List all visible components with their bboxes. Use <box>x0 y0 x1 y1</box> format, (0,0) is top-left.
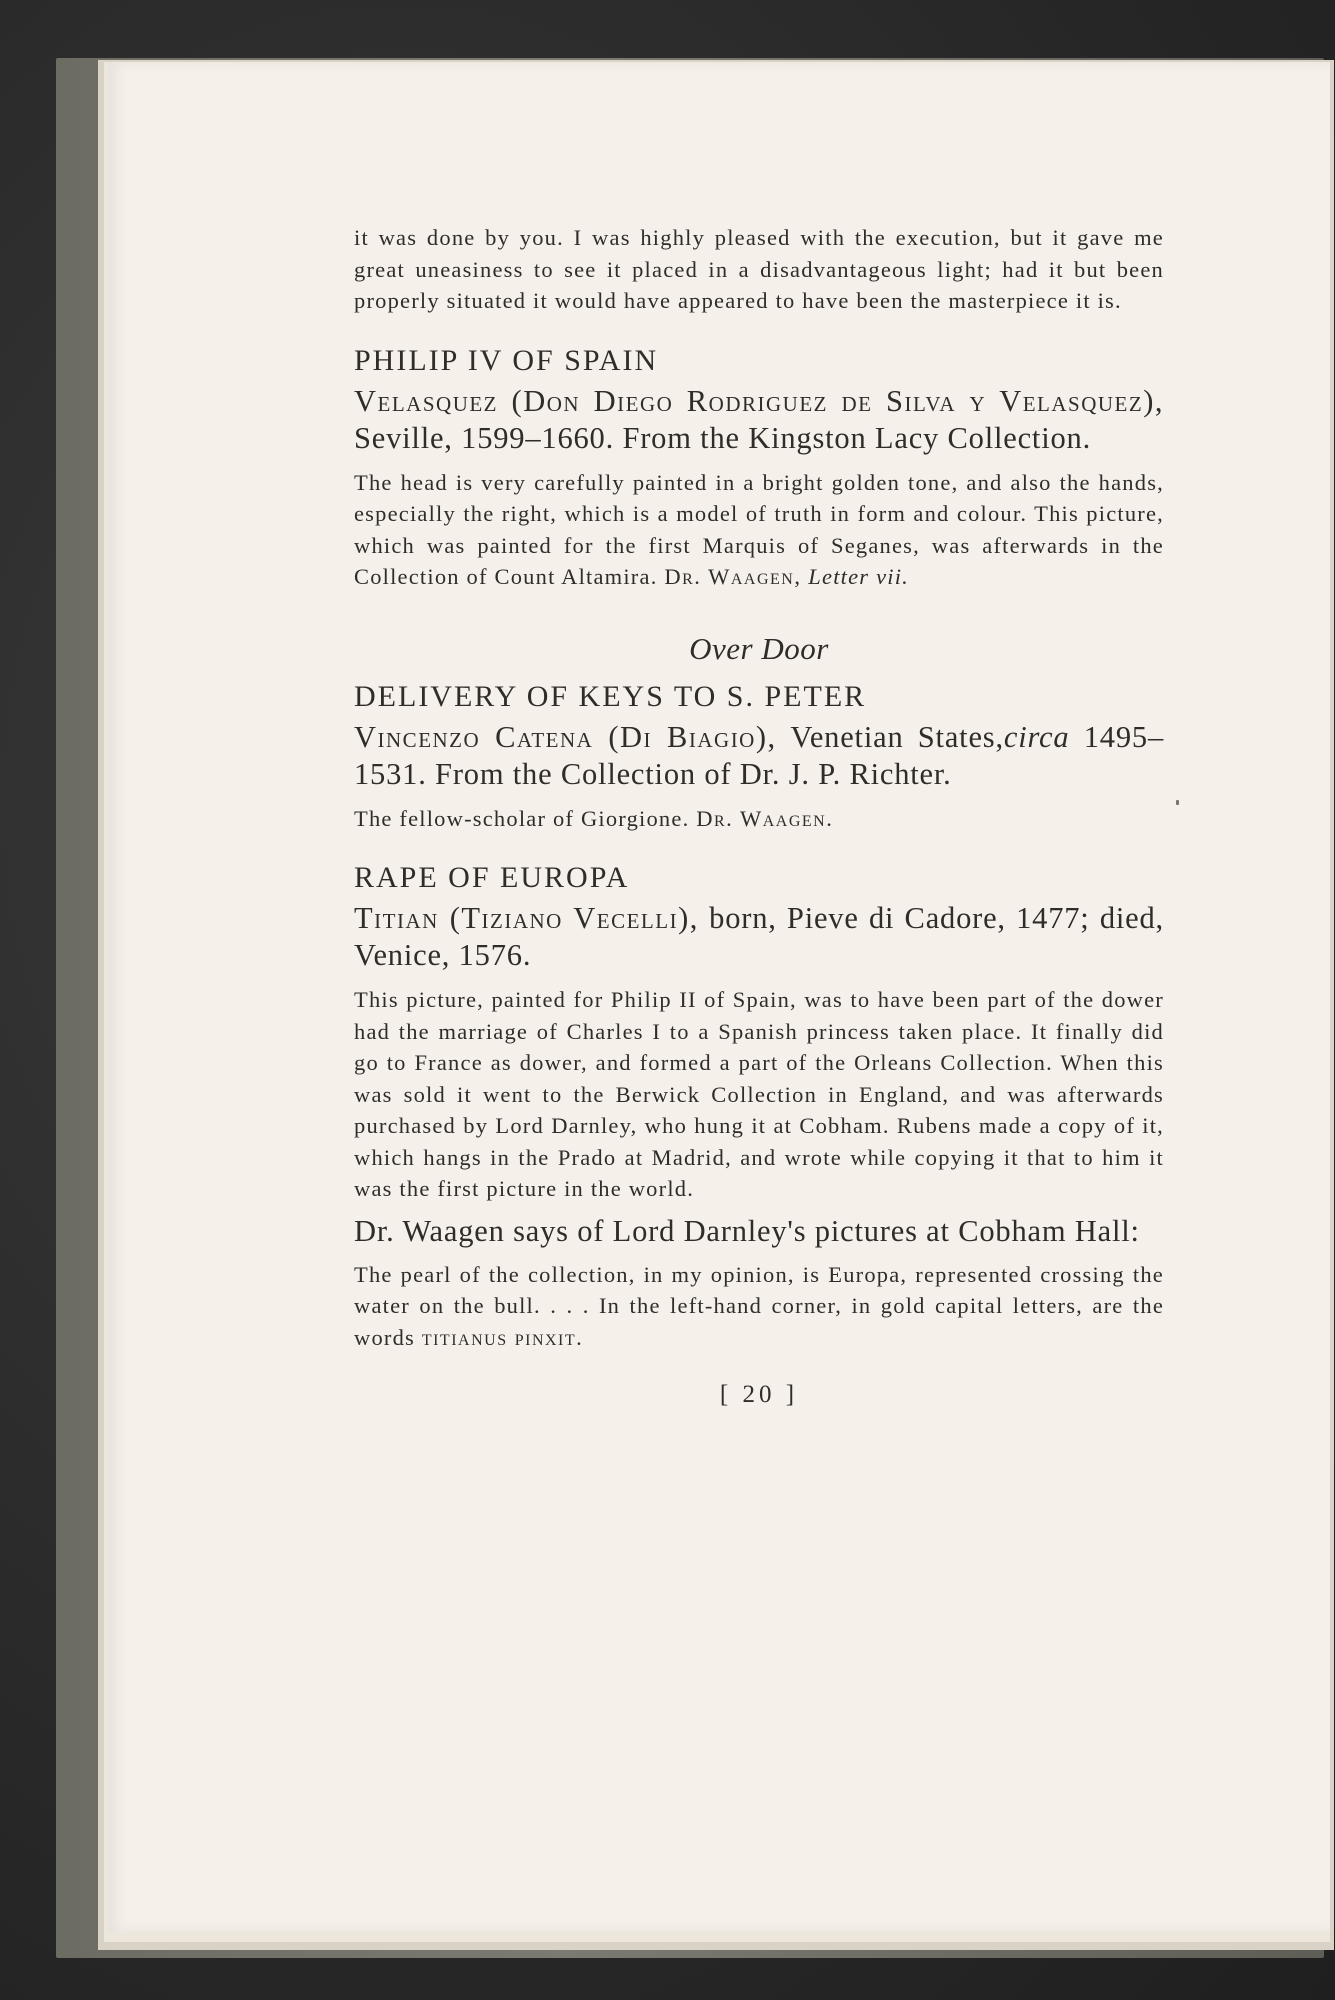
artist-line <box>354 900 1164 974</box>
intro-paragraph: it was done by you. I was highly pleased with the execution, but it gave me great uneasiness to see it placed in a disadvantageous light; had it but been properly situated it would have appeared to have been the masterpiece it is. <box>354 225 1164 313</box>
artist-line <box>354 719 1164 793</box>
note-source-ref: Letter vii. <box>808 564 909 589</box>
section-label: Over Door <box>689 630 829 666</box>
entry-note <box>354 803 1164 835</box>
entry-title: PHILIP IV OF SPAIN <box>354 343 659 377</box>
entry-rape-of-europa <box>354 860 1164 1353</box>
page-number: [ 20 ] <box>719 1381 799 1408</box>
artist-name: Vincenzo Catena (Di Biagio), <box>354 719 777 754</box>
note-source: Dr. Waagen, <box>664 564 802 589</box>
note-text: The fellow-scholar of Giorgione. <box>354 805 690 831</box>
page-text <box>354 222 1164 1409</box>
quote-lead: Dr. Waagen says of Lord Darnley's pictures at Cobham Hall: <box>354 1213 1140 1248</box>
entry-note: This picture, painted for Philip II of Spain, was to have been part of the dower had the marriage of Charles I to a Spanish princess taken place. It finally did go to France as dower, and formed a part of the Orleans Collection. When this was sold it went to the Berwick Collection in England, and was afterwards purchased by Lord Darnley, who hung it at Cobham. Rubens made a copy of it, which hangs in the Prado at Madrid, and wrote while copying it that to him it was the first picture in the world. <box>354 987 1164 1201</box>
entry-title: DELIVERY OF KEYS TO S. PETER <box>354 679 867 713</box>
artist-name: Titian (Tiziano Vecelli), <box>354 901 699 935</box>
entry-philip-iv <box>354 343 1164 593</box>
entry-delivery-of-keys <box>354 679 1164 835</box>
quote-main: The pearl of the collection, in my opinion, is Europa, represented crossing the water on the bull. . . . In the left-hand corner, in gold capital letters, are the words <box>354 1261 1164 1350</box>
artist-details-tail: 1495–1531. From the Collection of Dr. J. P. Richter. <box>354 719 1164 791</box>
artist-details: born, Pieve di Cadore, 1477; died, Venice, 1576. <box>354 901 1164 972</box>
artist-line <box>354 383 1164 457</box>
entry-note <box>354 467 1164 593</box>
artist-details: Venetian States, <box>790 719 1004 754</box>
artist-name: Velasquez (Don Diego Rodriguez de Silva y Velasquez), <box>354 383 1164 418</box>
ink-speck <box>1176 800 1179 805</box>
note-text: The head is very carefully painted in a bright golden tone, and also the hands, especially the right, which is a model of truth in form and colour. This picture, which was painted for the first Marquis of Seganes, was afterwards in the Collection of Count Altamira. <box>354 469 1164 589</box>
artist-details: Seville, 1599–1660. From the Kingston Lacy Collection. <box>354 420 1091 455</box>
entry-title: RAPE OF EUROPA <box>354 861 630 894</box>
note-source: Dr. Waagen. <box>696 805 834 831</box>
quote-caps: titianus pinxit. <box>421 1324 584 1350</box>
artist-circa: circa <box>1003 719 1070 754</box>
quote-text <box>354 1259 1164 1354</box>
